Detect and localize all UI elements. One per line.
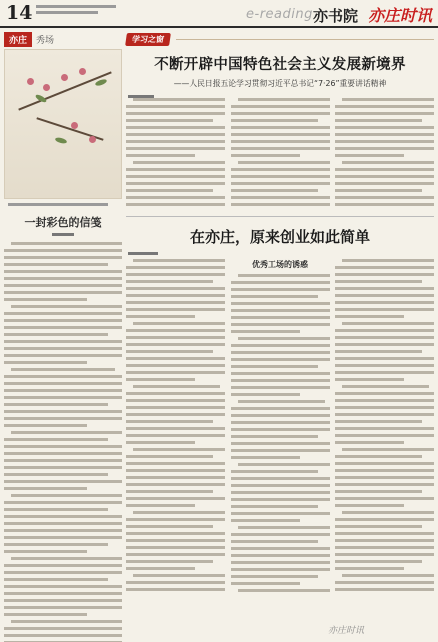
column-tag	[4, 32, 122, 46]
text-line	[335, 455, 422, 458]
text-line	[133, 259, 225, 262]
text-line	[335, 119, 422, 122]
section-divider	[126, 216, 434, 217]
text-line	[335, 581, 434, 584]
text-line	[335, 112, 434, 115]
text-line	[133, 574, 225, 577]
text-line	[126, 203, 225, 206]
text-line	[126, 308, 225, 311]
text-line	[126, 329, 225, 332]
text-line	[231, 386, 330, 389]
text-line	[231, 421, 330, 424]
text-line	[231, 533, 330, 536]
text-line	[342, 385, 429, 388]
text-line	[342, 574, 434, 577]
text-line	[126, 175, 225, 178]
text-line	[335, 315, 404, 318]
text-line	[126, 462, 225, 465]
text-line	[231, 491, 330, 494]
text-line	[335, 497, 434, 500]
text-line	[335, 105, 434, 108]
text-line	[231, 505, 318, 508]
text-line	[126, 539, 225, 542]
text-line	[335, 203, 434, 206]
text-line	[126, 581, 225, 584]
text-line	[126, 273, 225, 276]
text-line	[4, 571, 122, 574]
text-line	[126, 294, 225, 297]
text-line	[126, 560, 213, 563]
text-line	[335, 336, 434, 339]
text-line	[126, 532, 225, 535]
text-line	[238, 274, 330, 277]
text-line	[231, 351, 330, 354]
text-line	[335, 427, 434, 430]
text-line	[4, 403, 108, 406]
text-line	[4, 473, 108, 476]
text-line	[335, 154, 404, 157]
text-line	[11, 305, 122, 308]
text-line	[335, 490, 422, 493]
text-line	[231, 203, 330, 206]
text-line	[231, 288, 330, 291]
feature-column-2	[231, 98, 330, 210]
text-line	[4, 445, 122, 448]
text-line	[126, 105, 225, 108]
section-name: 亦书院	[313, 7, 359, 25]
text-line	[231, 126, 330, 129]
text-line	[4, 508, 108, 511]
text-line	[126, 427, 225, 430]
text-line	[335, 147, 434, 150]
text-line	[342, 98, 434, 101]
text-line	[4, 550, 87, 553]
text-line	[335, 413, 434, 416]
text-line	[4, 585, 122, 588]
text-line	[335, 588, 434, 591]
text-line	[126, 518, 225, 521]
text-line	[335, 434, 434, 437]
text-line	[4, 249, 122, 252]
text-line	[335, 189, 422, 192]
text-line	[4, 263, 108, 266]
text-line	[4, 487, 87, 490]
text-line	[335, 504, 404, 507]
text-line	[126, 420, 213, 423]
text-line	[126, 490, 213, 493]
text-line	[335, 553, 434, 556]
text-line	[231, 175, 330, 178]
text-line	[4, 613, 87, 616]
text-line	[231, 281, 330, 284]
text-line	[4, 627, 122, 630]
text-line	[133, 322, 225, 325]
text-line	[126, 546, 225, 549]
text-line	[231, 547, 330, 550]
text-line	[4, 375, 122, 378]
text-line	[335, 560, 422, 563]
text-line	[335, 371, 434, 374]
text-line	[126, 119, 213, 122]
text-line	[4, 277, 122, 280]
text-line	[335, 343, 434, 346]
text-line	[126, 469, 225, 472]
text-line	[231, 407, 330, 410]
text-line	[335, 329, 434, 332]
text-line	[4, 438, 108, 441]
text-line	[126, 182, 225, 185]
column-tag-primary: 亦庄	[4, 32, 32, 47]
feature-column-1	[126, 98, 225, 210]
text-line	[126, 378, 195, 381]
text-line	[231, 498, 330, 501]
text-line	[342, 448, 434, 451]
text-line	[4, 417, 122, 420]
text-line	[231, 512, 330, 515]
text-line	[335, 168, 434, 171]
text-line	[231, 470, 318, 473]
text-line	[335, 469, 434, 472]
text-line	[4, 606, 122, 609]
text-line	[4, 564, 122, 567]
text-line	[231, 428, 330, 431]
text-line	[4, 340, 122, 343]
kicker-label: 学习之窗	[125, 33, 171, 46]
text-line	[231, 358, 330, 361]
text-line	[231, 309, 330, 312]
text-line	[126, 189, 213, 192]
text-line	[335, 525, 422, 528]
text-line	[126, 588, 225, 591]
text-line	[4, 459, 122, 462]
text-line	[4, 543, 108, 546]
story2-byline	[128, 252, 158, 255]
text-line	[4, 501, 122, 504]
text-line	[11, 368, 115, 371]
text-line	[126, 504, 195, 507]
text-line	[4, 270, 122, 273]
text-line	[231, 140, 330, 143]
text-line	[335, 287, 434, 290]
text-line	[231, 189, 318, 192]
text-line	[126, 112, 225, 115]
text-line	[335, 357, 434, 360]
text-line	[335, 399, 434, 402]
text-line	[335, 182, 434, 185]
text-line	[126, 140, 225, 143]
feature-body	[126, 98, 434, 210]
text-line	[231, 112, 330, 115]
text-line	[126, 434, 225, 437]
text-line	[4, 536, 122, 539]
text-line	[126, 483, 225, 486]
text-line	[4, 424, 87, 427]
text-line	[126, 168, 225, 171]
text-line	[335, 280, 422, 283]
text-line	[4, 599, 122, 602]
text-line	[11, 494, 122, 497]
story2-column-3	[335, 259, 434, 596]
masthead	[0, 0, 438, 28]
text-line	[126, 567, 195, 570]
text-line	[4, 361, 87, 364]
story2-headline: 在亦庄，原来创业如此简单	[189, 228, 370, 246]
text-line	[335, 133, 434, 136]
text-line	[126, 357, 225, 360]
right-area	[126, 32, 434, 636]
text-line	[335, 462, 434, 465]
text-line	[126, 525, 213, 528]
ereading-label: e-reading	[246, 7, 313, 22]
feature-headline: 不断开辟中国特色社会主义发展新境界	[154, 56, 406, 73]
column-tag-secondary: 秀场	[36, 35, 55, 46]
text-line	[231, 519, 300, 522]
text-line	[335, 273, 434, 276]
text-line	[4, 319, 122, 322]
text-line	[231, 344, 330, 347]
text-line	[231, 456, 300, 459]
text-line	[231, 582, 300, 585]
left-column	[4, 32, 122, 636]
text-line	[231, 182, 330, 185]
text-line	[238, 337, 330, 340]
text-line	[231, 449, 330, 452]
text-line	[4, 326, 122, 329]
text-line	[4, 515, 122, 518]
text-line	[231, 477, 330, 480]
article-byline	[52, 233, 74, 236]
text-line	[11, 620, 122, 623]
text-line	[4, 522, 122, 525]
text-line	[126, 126, 225, 129]
text-line	[231, 133, 330, 136]
text-line	[4, 396, 122, 399]
text-line	[335, 420, 422, 423]
text-line	[335, 364, 434, 367]
text-line	[342, 161, 434, 164]
text-line	[126, 343, 225, 346]
text-line	[126, 497, 225, 500]
text-line	[126, 336, 225, 339]
text-line	[335, 301, 434, 304]
text-line	[133, 98, 225, 101]
article-body	[4, 242, 122, 642]
text-line	[231, 168, 330, 171]
text-line	[335, 350, 422, 353]
text-line	[231, 196, 330, 199]
text-line	[342, 511, 434, 514]
text-line	[126, 441, 195, 444]
text-line	[231, 372, 330, 375]
text-line	[335, 175, 434, 178]
feature-column-3	[335, 98, 434, 210]
text-line	[4, 382, 122, 385]
text-line	[231, 105, 330, 108]
text-line	[342, 322, 434, 325]
text-line	[231, 393, 300, 396]
text-line	[335, 140, 434, 143]
text-line	[238, 98, 330, 101]
masthead-meta	[36, 5, 116, 17]
text-line	[335, 196, 434, 199]
text-line	[4, 410, 122, 413]
text-line	[231, 540, 318, 543]
text-line	[11, 431, 122, 434]
text-line	[126, 413, 225, 416]
text-line	[335, 126, 434, 129]
text-line	[231, 568, 330, 571]
text-line	[126, 392, 225, 395]
watermark: 亦庄时讯	[328, 626, 365, 636]
text-line	[238, 463, 330, 466]
text-line	[4, 298, 87, 301]
text-line	[342, 259, 434, 262]
text-line	[4, 291, 122, 294]
text-line	[231, 435, 318, 438]
text-line	[335, 539, 434, 542]
text-line	[231, 147, 330, 150]
text-line	[4, 389, 122, 392]
text-line	[238, 526, 330, 529]
text-line	[126, 476, 225, 479]
text-line	[4, 284, 122, 287]
text-line	[231, 575, 318, 578]
text-line	[335, 392, 434, 395]
text-line	[335, 266, 434, 269]
text-line	[4, 256, 122, 259]
text-line	[231, 119, 318, 122]
text-line	[231, 561, 330, 564]
text-line	[4, 529, 122, 532]
text-line	[231, 323, 330, 326]
story2-column-2-text	[231, 274, 330, 592]
text-line	[133, 448, 225, 451]
text-line	[133, 511, 225, 514]
page-number: 14	[6, 2, 33, 24]
text-line	[231, 379, 330, 382]
text-line	[4, 592, 122, 595]
text-line	[231, 295, 318, 298]
text-line	[133, 161, 225, 164]
text-line	[231, 365, 318, 368]
text-line	[335, 308, 434, 311]
text-line	[231, 442, 330, 445]
text-line	[4, 480, 122, 483]
text-line	[133, 385, 220, 388]
painting-caption	[8, 203, 108, 206]
story2-section-title: 优秀工场的诱惑	[252, 259, 308, 269]
flower-painting-image	[4, 49, 122, 199]
text-line	[126, 455, 213, 458]
text-line	[335, 518, 434, 521]
text-line	[126, 287, 225, 290]
text-line	[11, 557, 122, 560]
text-line	[231, 484, 330, 487]
text-line	[335, 378, 404, 381]
text-line	[4, 466, 122, 469]
feature-subhead: ——人民日报五论学习贯彻习近平总书记“7·26”重要讲话精神	[173, 79, 387, 88]
text-line	[231, 414, 330, 417]
text-line	[126, 301, 225, 304]
text-line	[126, 196, 225, 199]
text-line	[335, 294, 434, 297]
text-line	[4, 578, 108, 581]
text-line	[126, 315, 195, 318]
text-line	[231, 154, 300, 157]
text-line	[238, 400, 325, 403]
text-line	[126, 133, 225, 136]
text-line	[4, 333, 108, 336]
text-line	[4, 452, 122, 455]
text-line	[335, 546, 434, 549]
text-line	[231, 316, 330, 319]
text-line	[335, 406, 434, 409]
story2-column-1	[126, 259, 225, 596]
story2-column-2	[231, 259, 330, 596]
text-line	[335, 567, 404, 570]
text-line	[231, 330, 300, 333]
text-line	[335, 532, 434, 535]
article-title: 一封彩色的信笺	[24, 216, 102, 229]
text-line	[126, 399, 225, 402]
text-line	[126, 406, 225, 409]
text-line	[11, 242, 122, 245]
text-line	[126, 350, 213, 353]
text-line	[126, 147, 225, 150]
text-line	[126, 280, 213, 283]
text-line	[4, 354, 122, 357]
text-line	[126, 364, 225, 367]
text-line	[238, 161, 330, 164]
text-line	[126, 154, 195, 157]
text-line	[126, 266, 225, 269]
text-line	[126, 371, 225, 374]
kicker-row	[126, 32, 434, 46]
text-line	[335, 483, 434, 486]
text-line	[231, 554, 330, 557]
text-line	[238, 589, 330, 592]
text-line	[4, 634, 122, 637]
text-line	[126, 553, 225, 556]
text-line	[4, 347, 122, 350]
text-line	[231, 302, 330, 305]
text-line	[4, 312, 122, 315]
text-line	[335, 441, 404, 444]
newspaper-logo: 亦庄时讯	[368, 6, 433, 25]
story2-body	[126, 259, 434, 596]
text-line	[335, 476, 434, 479]
